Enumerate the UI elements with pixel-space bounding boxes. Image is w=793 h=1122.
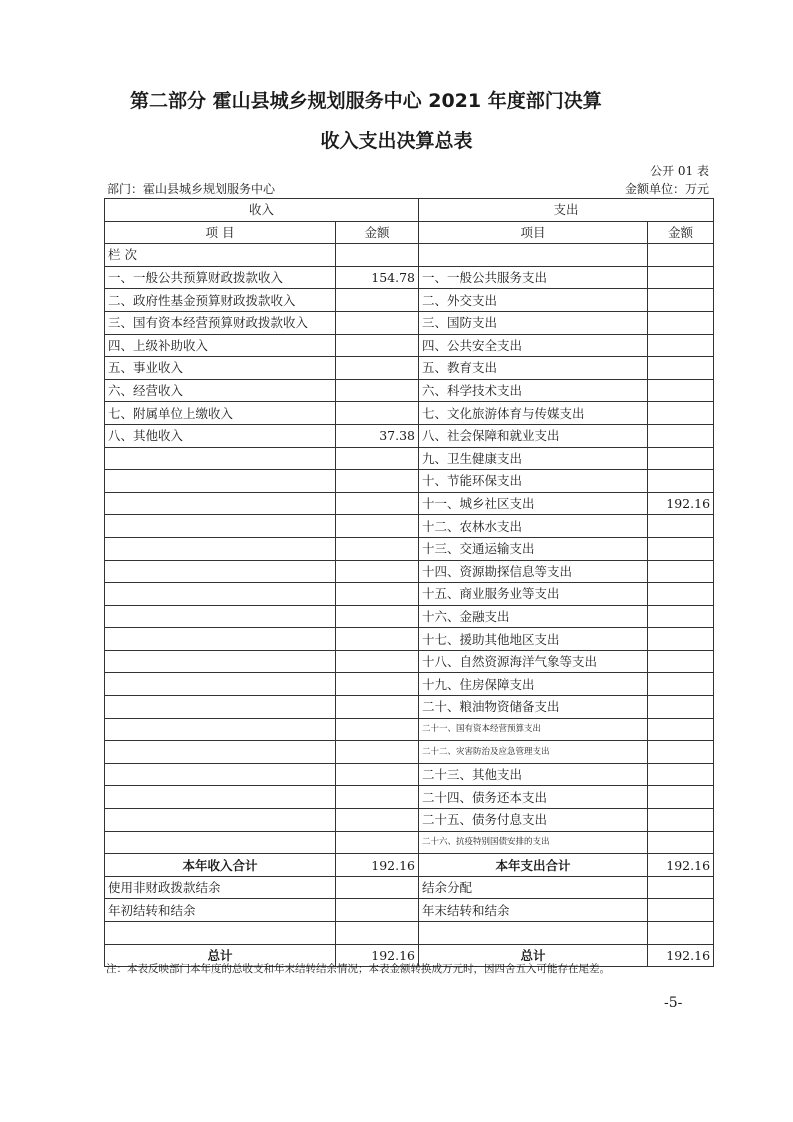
income-amount-cell [336, 673, 419, 696]
income-amount-cell [336, 899, 419, 922]
income-item-cell [105, 470, 336, 493]
income-amount-cell [336, 334, 419, 357]
expense-item-cell: 二十三、其他支出 [419, 763, 648, 786]
expense-item-cell: 十四、资源勘探信息等支出 [419, 560, 648, 583]
expense-amount-cell [648, 447, 714, 470]
income-amount-cell [336, 876, 419, 899]
income-item-cell [105, 650, 336, 673]
expense-item-cell: 十二、农林水支出 [419, 515, 648, 538]
income-amount-cell [336, 560, 419, 583]
expense-amount-cell [648, 696, 714, 719]
expense-item-cell: 十八、自然资源海洋气象等支出 [419, 650, 648, 673]
expense-item-cell: 十一、城乡社区支出 [419, 492, 648, 515]
expense-amount-cell [648, 334, 714, 357]
income-amount-cell: 192.16 [336, 944, 419, 967]
section-header-row [105, 199, 714, 222]
income-amount-cell [336, 515, 419, 538]
income-item-cell [105, 741, 336, 764]
income-item-cell: 一、一般公共预算财政拨款收入 [105, 266, 336, 289]
table-row [105, 718, 714, 741]
expense-item-cell: 二十六、抗疫特别国债安排的支出 [419, 831, 648, 854]
income-item-cell [105, 628, 336, 651]
expense-amount-cell: 192.16 [648, 944, 714, 967]
table-row [105, 515, 714, 538]
income-amount-cell [336, 831, 419, 854]
income-amount-cell [336, 763, 419, 786]
expense-item-cell: 年末结转和结余 [419, 899, 648, 922]
table-row [105, 379, 714, 402]
income-amount-cell: 37.38 [336, 424, 419, 447]
expense-item-cell: 三、国防支出 [419, 311, 648, 334]
expense-amount-cell [648, 537, 714, 560]
table-row [105, 922, 714, 945]
table-row [105, 492, 714, 515]
expense-item-cell: 四、公共安全支出 [419, 334, 648, 357]
expense-amount-cell [648, 266, 714, 289]
income-header: 收入 [105, 199, 419, 222]
income-item-cell [105, 673, 336, 696]
table-row [105, 899, 714, 922]
expense-amount-cell [648, 741, 714, 764]
expense-item-cell: 九、卫生健康支出 [419, 447, 648, 470]
income-amount-header: 金额 [336, 221, 419, 244]
column-number-cell [419, 244, 648, 267]
table-row [105, 447, 714, 470]
table-row [105, 786, 714, 809]
expense-amount-cell [648, 424, 714, 447]
expense-amount-cell [648, 560, 714, 583]
expense-item-cell: 八、社会保障和就业支出 [419, 424, 648, 447]
expense-amount-cell [648, 763, 714, 786]
expense-item-cell: 六、科学技术支出 [419, 379, 648, 402]
column-header-row [105, 221, 714, 244]
expense-amount-cell [648, 357, 714, 380]
income-amount-cell [336, 650, 419, 673]
income-amount-cell [336, 809, 419, 832]
expense-item-cell: 二、外交支出 [419, 289, 648, 312]
income-item-cell [105, 922, 336, 945]
expense-item-cell: 二十、粮油物资储备支出 [419, 696, 648, 719]
income-item-cell: 二、政府性基金预算财政拨款收入 [105, 289, 336, 312]
page-number: -5- [664, 995, 683, 1011]
table-row [105, 560, 714, 583]
expense-amount-cell [648, 402, 714, 425]
expense-amount-cell [648, 515, 714, 538]
expense-amount-cell [648, 786, 714, 809]
income-amount-cell: 154.78 [336, 266, 419, 289]
expense-item-cell [419, 922, 648, 945]
expense-item-cell: 二十一、国有资本经营预算支出 [419, 718, 648, 741]
table-row [105, 537, 714, 560]
income-item-cell [105, 537, 336, 560]
expense-amount-cell: 192.16 [648, 854, 714, 877]
income-amount-cell [336, 470, 419, 493]
expense-amount-cell [648, 922, 714, 945]
table-row [105, 357, 714, 380]
column-number-label: 栏 次 [105, 244, 336, 267]
table-row [105, 696, 714, 719]
table-row [105, 266, 714, 289]
income-item-cell [105, 605, 336, 628]
expense-item-cell: 结余分配 [419, 876, 648, 899]
expense-item-cell: 本年支出合计 [419, 854, 648, 877]
table-row [105, 650, 714, 673]
table-row [105, 289, 714, 312]
income-amount-cell: 192.16 [336, 854, 419, 877]
income-amount-cell [336, 379, 419, 402]
expense-amount-cell [648, 583, 714, 606]
expense-item-cell: 五、教育支出 [419, 357, 648, 380]
table-row [105, 831, 714, 854]
income-amount-cell [336, 922, 419, 945]
income-amount-cell [336, 537, 419, 560]
department-label: 部门：霍山县城乡规划服务中心 [107, 182, 276, 196]
income-item-cell: 本年收入合计 [105, 854, 336, 877]
income-item-cell: 五、事业收入 [105, 357, 336, 380]
expense-amount-cell [648, 628, 714, 651]
table-row [105, 809, 714, 832]
expense-item-cell: 七、文化旅游体育与传媒支出 [419, 402, 648, 425]
income-item-cell [105, 492, 336, 515]
expense-amount-cell [648, 605, 714, 628]
expense-item-cell: 十、节能环保支出 [419, 470, 648, 493]
income-item-cell [105, 718, 336, 741]
expense-amount-cell [648, 289, 714, 312]
expense-amount-cell [648, 470, 714, 493]
expense-amount-cell [648, 899, 714, 922]
table-row [105, 741, 714, 764]
income-amount-cell [336, 357, 419, 380]
income-amount-cell [336, 289, 419, 312]
income-amount-cell [336, 583, 419, 606]
expense-item-cell: 二十五、债务付息支出 [419, 809, 648, 832]
income-item-cell: 年初结转和结余 [105, 899, 336, 922]
table-row [105, 470, 714, 493]
expense-amount-cell [648, 831, 714, 854]
column-number-row [105, 244, 714, 267]
form-number: 公开 01 表 [650, 164, 709, 178]
expense-item-cell: 二十四、债务还本支出 [419, 786, 648, 809]
income-amount-cell [336, 696, 419, 719]
expense-item-header: 项目 [419, 221, 648, 244]
expense-amount-cell [648, 650, 714, 673]
income-item-cell [105, 786, 336, 809]
income-amount-cell [336, 492, 419, 515]
expense-amount-cell [648, 673, 714, 696]
expense-amount-cell [648, 311, 714, 334]
table-row [105, 424, 714, 447]
table-row [105, 876, 714, 899]
expense-item-cell: 十三、交通运输支出 [419, 537, 648, 560]
column-number-cell [336, 244, 419, 267]
income-item-cell: 八、其他收入 [105, 424, 336, 447]
income-item-cell: 七、附属单位上缴收入 [105, 402, 336, 425]
income-item-cell: 三、国有资本经营预算财政拨款收入 [105, 311, 336, 334]
income-amount-cell [336, 311, 419, 334]
expense-item-cell: 总计 [419, 944, 648, 967]
income-item-cell [105, 763, 336, 786]
expense-amount-cell [648, 809, 714, 832]
expense-item-cell: 二十二、灾害防治及应急管理支出 [419, 741, 648, 764]
expense-item-cell: 十七、援助其他地区支出 [419, 628, 648, 651]
income-item-cell [105, 447, 336, 470]
income-item-cell [105, 809, 336, 832]
subtotal-row [105, 854, 714, 877]
income-item-cell [105, 515, 336, 538]
income-item-cell [105, 696, 336, 719]
expense-amount-cell [648, 379, 714, 402]
income-amount-cell [336, 786, 419, 809]
expense-amount-header: 金额 [648, 221, 714, 244]
expense-item-cell: 一、一般公共服务支出 [419, 266, 648, 289]
amount-unit-label: 金额单位：万元 [624, 182, 709, 196]
income-item-header: 项 目 [105, 221, 336, 244]
footnote: 注：本表反映部门本年度的总收支和年末结转结余情况；本表金额转换成万元时，因四舍五入可能存在尾差。 [106, 963, 610, 975]
income-amount-cell [336, 402, 419, 425]
income-amount-cell [336, 628, 419, 651]
income-item-cell: 使用非财政拨款结余 [105, 876, 336, 899]
page-title: 第二部分 霍山县城乡规划服务中心 2021 年度部门决算 [130, 90, 602, 112]
income-amount-cell [336, 718, 419, 741]
table-row [105, 334, 714, 357]
income-amount-cell [336, 741, 419, 764]
income-item-cell [105, 560, 336, 583]
expense-amount-cell [648, 718, 714, 741]
table-row [105, 605, 714, 628]
table-row [105, 583, 714, 606]
table-row [105, 763, 714, 786]
expense-item-cell: 十五、商业服务业等支出 [419, 583, 648, 606]
income-expense-table [104, 198, 714, 967]
income-item-cell [105, 583, 336, 606]
income-item-cell [105, 831, 336, 854]
income-item-cell: 六、经营收入 [105, 379, 336, 402]
expense-amount-cell: 192.16 [648, 492, 714, 515]
income-item-cell: 总计 [105, 944, 336, 967]
expense-item-cell: 十九、住房保障支出 [419, 673, 648, 696]
income-amount-cell [336, 605, 419, 628]
income-item-cell: 四、上级补助收入 [105, 334, 336, 357]
expense-item-cell: 十六、金融支出 [419, 605, 648, 628]
table-row [105, 628, 714, 651]
column-number-cell [648, 244, 714, 267]
table-row [105, 311, 714, 334]
table-row [105, 402, 714, 425]
expense-header: 支出 [419, 199, 714, 222]
table-row [105, 673, 714, 696]
income-amount-cell [336, 447, 419, 470]
expense-amount-cell [648, 876, 714, 899]
table-title: 收入支出决算总表 [320, 130, 473, 152]
